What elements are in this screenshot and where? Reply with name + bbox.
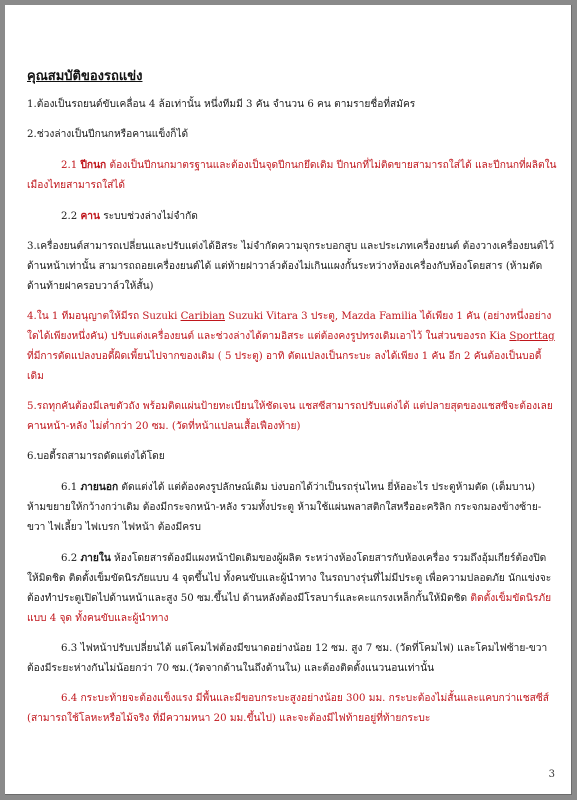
paragraph-text: ต้องเป็นปีกนกมาตรฐานและต้องเป็นจุดปีกนกยึดเดิม ปีกนกที่ไม่ติดขายสามารถใส่ได้ และปีกนกที่ผลิตในเมืองไทยสามารถใส่ได้ — [27, 160, 557, 191]
paragraph-text: 4.ใน 1 ทีมอนุญาตให้มีรถ Suzuki — [27, 311, 181, 322]
paragraph-2-2 — [27, 206, 557, 227]
model-name-sporttag: Sporttag — [509, 331, 555, 342]
page-content — [27, 67, 557, 739]
page-number: 3 — [548, 769, 555, 780]
paragraph-6-4: 6.4 กระบะท้ายจะต้องแข็งแรง มีพื้นและมีขอบกระบะสูงอย่างน้อย 300 มม. กระบะต้องไม่สั้นและแคบกว่าแชสซีส์ (สามารถใช้โลหะหรือไม้จริง ที่มีความหนา 20 มม.ขึ้นไป) และจะต้องมีไฟท้ายอยู่ที่ท้ายกระบะ — [27, 693, 549, 724]
item-number: 6.2 — [61, 553, 81, 564]
paragraph-4 — [27, 307, 557, 387]
keyword-exterior: ภายนอก — [80, 481, 119, 493]
keyword-interior: ภายใน — [80, 552, 111, 564]
document-title: คุณสมบัติของรถแข่ง — [27, 69, 143, 84]
item-number: 6.1 — [61, 482, 81, 493]
paragraph-6: 6.บอดี้รถสามารถดัดแต่งได้โดย — [27, 451, 165, 462]
paragraph-3: 3.เครื่องยนต์สามารถเปลี่ยนและปรับแต่งได้อิสระ ไม่จำกัดความจุกระบอกสูบ และประเภทเครื่องยนต์ ต้องวางเครื่องยนต์ไว้ด้านหน้าเท่านั้น สามารถถอยเครื่องยนต์ได้ แต่ท้ายฝาวาล์วต้องไม่เกินแผงกั้นระหว่างห้องเครื่องกับห้องโดยสาร (ห้ามตัดด้านท้ายฝาครอบวาล์วให้สั้น) — [27, 241, 555, 292]
paragraph-1: 1.ต้องเป็นรถยนต์ขับเคลื่อน 4 ล้อเท่านั้น หนึ่งทีมมี 3 คัน จำนวน 6 คน ตามรายชื่อที่สมัคร — [27, 99, 416, 110]
paragraph-text: ระบบช่วงล่างไม่จำกัด — [99, 211, 198, 222]
item-number: 2.1 — [61, 160, 81, 171]
paragraph-text: Suzuki Vitara 3 ประตู, Mazda Familia ได้เพียง 1 คัน (อย่างหนึ่งอย่างใดได้เพียงหนึ่งคัน) ปรับแต่งเครื่องยนต์ และช่วงล่างได้ตามอิสระ แต่ต้องคงรูปทรงเดิมเอาไว้ ในส่วนของรถ Kia — [27, 311, 552, 342]
item-number: 2.2 — [61, 211, 81, 222]
paragraph-text: ห้องโดยสารต้องมีแผงหน้าปัดเดิมของผู้ผลิต ระหว่างห้องโดยสารกับห้องเครื่อง รวมถึงอุ้มเกียร์ต้องปิดให้มิดชิด ติดตั้งเข็มขัดนิรภัยแบบ 4 จุดขึ้นไป ทั้งคนขับและผู้นำทาง ในรถบางรุ่นที่ไม่มีประตู เพื่อความปลอดภัย นักแข่งจะต้องทำประตูเปิดไปด้านหน้าและสูง 50 ซม.ขึ้นไป ด้านหลังต้องมีโรลบาร์และคะแกรงเหล็กกั้นให้มิดชิด — [27, 553, 552, 604]
keyword-axle: คาน — [80, 210, 100, 222]
paragraph-6-3 — [27, 639, 557, 679]
model-name-caribian: Caribian — [180, 311, 225, 322]
paragraph-text: ที่มีการตัดแปลงบอดี้ผิดเพี้ยนไปจากของเดิม ( 5 ประตู) อาทิ ตัดแปลงเป็นกระบะ ลงได้เพียง 1 คัน อีก 2 คันต้องเป็นบอดี้เดิม — [27, 351, 542, 382]
paragraph-6-2 — [27, 548, 557, 629]
seatbelt-requirement: ติดตั้งเข็มขัดนิรภัยแบบ 4 จุด ทั้งคนขับและผู้นำทาง — [27, 593, 552, 624]
document-page — [5, 5, 572, 795]
paragraph-text: ไฟหน้าปรับเปลี่ยนได้ แต่โคมไฟต้องมีขนาดอย่างน้อย 12 ซม. สูง 7 ซม. (วัดที่โคมไฟ) และโคมไฟซ้าย-ขวา ต้องมีระยะห่างกันไม่น้อยกว่า 70 ซม.(วัดจากด้านในถึงด้านใน) และต้องติดตั้งแนวนอนเท่านั้น — [27, 643, 548, 674]
paragraph-6-1 — [27, 477, 557, 538]
keyword-wishbone: ปีกนก — [80, 159, 107, 171]
paragraph-2: 2.ช่วงล่างเป็นปีกนกหรือคานแข็งก็ได้ — [27, 129, 189, 140]
paragraph-5: 5.รถทุกคันต้องมีเลขตัวถัง พร้อมติดแผ่นป้ายทะเบียนให้ชัดเจน แชสซีสามารถปรับแต่งได้ แต่ปลายสุดของแชสซีจะต้องเลยคานหน้า-หลัง ไม่ต่ำกว่า 20 ซม. (วัดที่หน้าแปลนเสื้อเฟืองท้าย) — [27, 401, 553, 432]
paragraph-2-1 — [27, 155, 557, 196]
item-number: 6.3 — [61, 643, 81, 654]
paragraph-text: ตัดแต่งได้ แต่ต้องคงรูปลักษณ์เดิม บ่งบอกได้ว่าเป็นรถรุ่นไหน ยี่ห้ออะไร ประตูห้ามตัด (เต็มบาน) ห้ามขยายให้กว้างกว่าเดิม ต้องมีกระจกหน้า-หลัง รวมทั้งประตู ห้ามใช้แผ่นพลาสติกใสหรืออะคริลิก กระจกมองข้างซ้าย-ขวา ไฟเลี้ยว ไฟเบรก ไฟหน้า ต้องมีครบ — [27, 482, 542, 533]
